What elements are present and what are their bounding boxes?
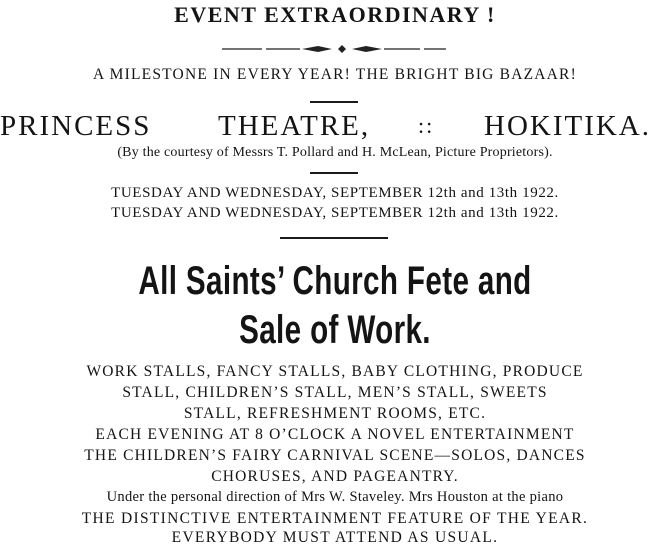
venue-separator: ::: [418, 113, 435, 138]
entertainment-line: EACH EVENING AT 8 O’CLOCK A NOVEL ENTERTAINMENT: [95, 426, 575, 443]
courtesy-note: (By the courtesy of Messrs T. Pollard and H. McLean, Picture Proprietors).: [117, 145, 553, 160]
ornament-divider: [0, 44, 670, 54]
date-line: TUESDAY AND WEDNESDAY, SEPTEMBER 12th and 13th 1922.: [111, 185, 559, 201]
rule-divider: [310, 172, 358, 174]
venue-name: PRINCESS: [0, 110, 152, 142]
headline: EVENT EXTRAORDINARY !: [174, 2, 496, 27]
stalls-line: STALL, REFRESHMENT ROOMS, ETC.: [183, 405, 487, 422]
rule-divider: [280, 237, 388, 239]
entertainment-line: CHORUSES, AND PAGEANTRY.: [211, 468, 459, 485]
stalls-line: STALL, CHILDREN’S STALL, MEN’S STALL, SWEETS: [122, 384, 548, 401]
venue-town: HOKITIKA.: [484, 110, 651, 142]
tagline: A MILESTONE IN EVERY YEAR! THE BRIGHT BIG BAZAAR!: [93, 66, 577, 83]
venue-line: [0, 109, 670, 143]
rule-divider: [310, 101, 358, 103]
event-title: Sale of Work.: [239, 308, 431, 352]
direction-line: Under the personal direction of Mrs W. Staveley. Mrs Houston at the piano: [106, 489, 564, 505]
stalls-line: WORK STALLS, FANCY STALLS, BABY CLOTHING, PRODUCE: [86, 363, 584, 380]
entertainment-line: THE CHILDREN’S FAIRY CARNIVAL SCENE—SOLOS, DANCES: [84, 447, 586, 464]
closing-line: EVERYBODY MUST ATTEND AS USUAL.: [171, 529, 499, 546]
venue-theatre: THEATRE,: [218, 110, 371, 142]
date-line: TUESDAY AND WEDNESDAY, SEPTEMBER 12th and 13th 1922.: [111, 205, 559, 221]
event-title: All Saints’ Church Fete and: [138, 259, 532, 303]
feature-line: THE DISTINCTIVE ENTERTAINMENT FEATURE OF THE YEAR.: [81, 510, 589, 527]
